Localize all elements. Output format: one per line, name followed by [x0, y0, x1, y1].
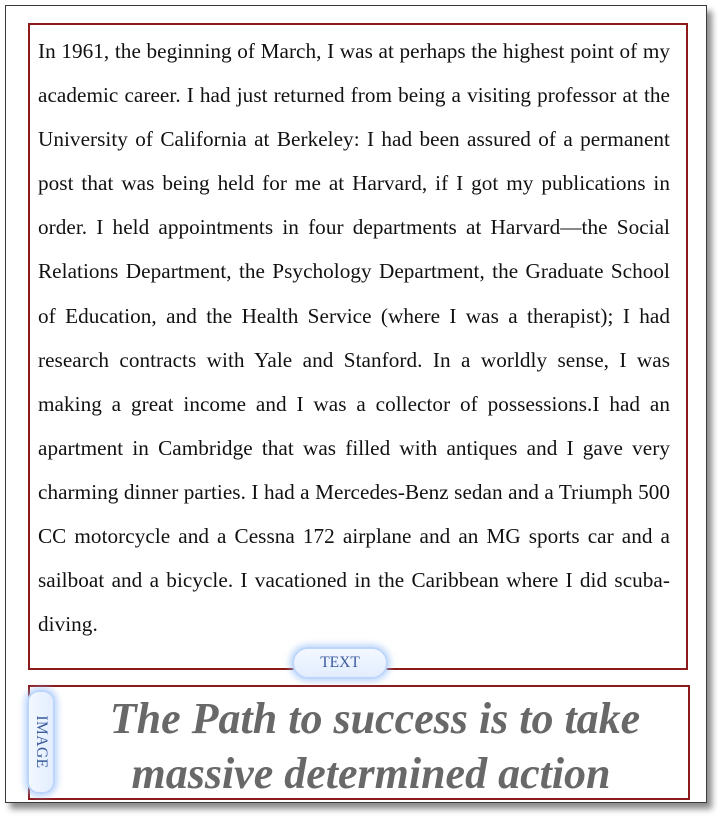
- quote-line-2: massive determined action: [131, 749, 611, 798]
- text-region-tag: TEXT: [292, 647, 388, 679]
- document-page: [5, 5, 707, 803]
- text-region: [28, 23, 688, 670]
- quote-line-1: The Path to success is to take: [109, 694, 641, 743]
- body-paragraph: In 1961, the beginning of March, I was at perhaps the highest point of my academic career. I had just returned from being a visiting professor at the University of California at Berkeley: I had been assured of a permanent post that was being held for me at Harvard, if I got my publications in order. I held appointments in four departments at Harvard—the Social Relations Department, the Psychology Department, the Graduate School of Education, and the Health Service (where I was a therapist); I had research contracts with Yale and Stanford. In a worldly sense, I was making a great income and I was a collector of possessions.I had an apartment in Cambridge that was filled with antiques and I gave very charming dinner parties. I had a Mercedes-Benz sedan and a Triumph 500 CC motorcycle and a Cessna 172 airplane and an MG sports car and a sailboat and a bicycle. I vacationed in the Caribbean where I did scuba-diving.: [38, 39, 670, 637]
- image-region-tag-label: IMAGE: [33, 715, 50, 769]
- image-region: [28, 685, 690, 800]
- image-region-tag: [27, 690, 55, 794]
